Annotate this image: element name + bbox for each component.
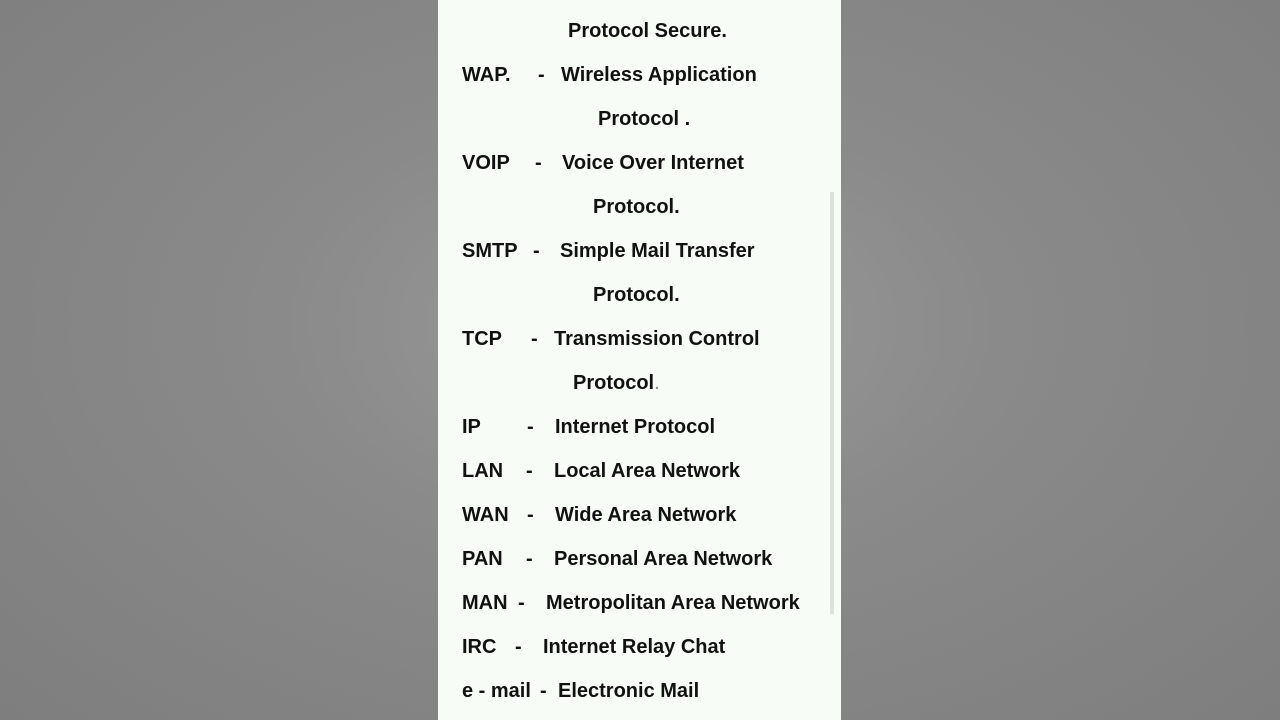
entry-dash: - <box>518 592 525 614</box>
entry-continuation-text: Protocol Secure. <box>568 20 727 42</box>
entry-definition: Wireless Application <box>561 64 757 86</box>
entry-definition: Electronic Mail <box>558 680 700 702</box>
entry-definition: Transmission Control <box>554 328 760 350</box>
entry-https-continuation <box>438 16 841 46</box>
entry-dash: - <box>515 636 522 658</box>
entry-abbreviation: MAN <box>462 592 508 614</box>
entry-dash: - <box>527 416 534 438</box>
entry-abbreviation: VOIP <box>462 152 510 174</box>
entry-abbreviation: TCP <box>462 328 502 350</box>
entry-continuation-suffix: . <box>654 372 660 394</box>
entry-smtp <box>438 236 841 266</box>
entry-abbreviation: IP <box>462 416 481 438</box>
entry-dash: - <box>531 328 538 350</box>
entry-voip <box>438 148 841 178</box>
document-page <box>438 0 841 720</box>
entry-abbreviation: LAN <box>462 460 504 482</box>
entry-dash: - <box>533 240 540 262</box>
entry-man <box>438 588 841 618</box>
entry-dash: - <box>526 548 533 570</box>
entry-smtp-continuation <box>438 280 841 310</box>
entry-abbreviation: IRC <box>462 636 497 658</box>
entry-dash: - <box>526 460 533 482</box>
entry-abbreviation: WAN <box>462 504 509 526</box>
entry-definition: Voice Over Internet <box>562 152 744 174</box>
entry-definition: Internet Relay Chat <box>543 636 726 658</box>
entry-definition: Wide Area Network <box>555 504 737 526</box>
entry-definition: Simple Mail Transfer <box>560 240 755 262</box>
entry-abbreviation: SMTP <box>462 240 518 262</box>
entry-dash: - <box>538 64 545 86</box>
entry-wan <box>438 500 841 530</box>
entry-wap <box>438 60 841 90</box>
entry-wap-continuation <box>438 104 841 134</box>
entry-dash: - <box>527 504 534 526</box>
entry-continuation-word: Protocol <box>573 372 655 394</box>
entry-continuation-text: Protocol. <box>593 196 680 218</box>
entry-abbreviation: PAN <box>462 548 503 570</box>
entry-dash: - <box>535 152 542 174</box>
entry-irc <box>438 632 841 662</box>
entry-email <box>438 676 841 706</box>
entry-continuation-text: Protocol . <box>598 108 691 130</box>
entry-ip <box>438 412 841 442</box>
entry-definition: Metropolitan Area Network <box>546 592 800 614</box>
entry-pan <box>438 544 841 574</box>
entry-lan <box>438 456 841 486</box>
entry-continuation-text <box>573 368 660 398</box>
entry-definition: Local Area Network <box>554 460 740 482</box>
entry-dash: - <box>540 680 547 702</box>
entry-tcp <box>438 324 841 354</box>
entry-definition: Internet Protocol <box>555 416 716 438</box>
entry-abbreviation: e - mail <box>462 680 531 702</box>
entry-continuation-text: Protocol. <box>593 284 680 306</box>
scrollbar[interactable] <box>830 192 834 614</box>
entry-tcp-continuation <box>438 368 841 398</box>
entry-voip-continuation <box>438 192 841 222</box>
entry-definition: Personal Area Network <box>554 548 773 570</box>
entry-abbreviation: WAP. <box>462 64 511 86</box>
